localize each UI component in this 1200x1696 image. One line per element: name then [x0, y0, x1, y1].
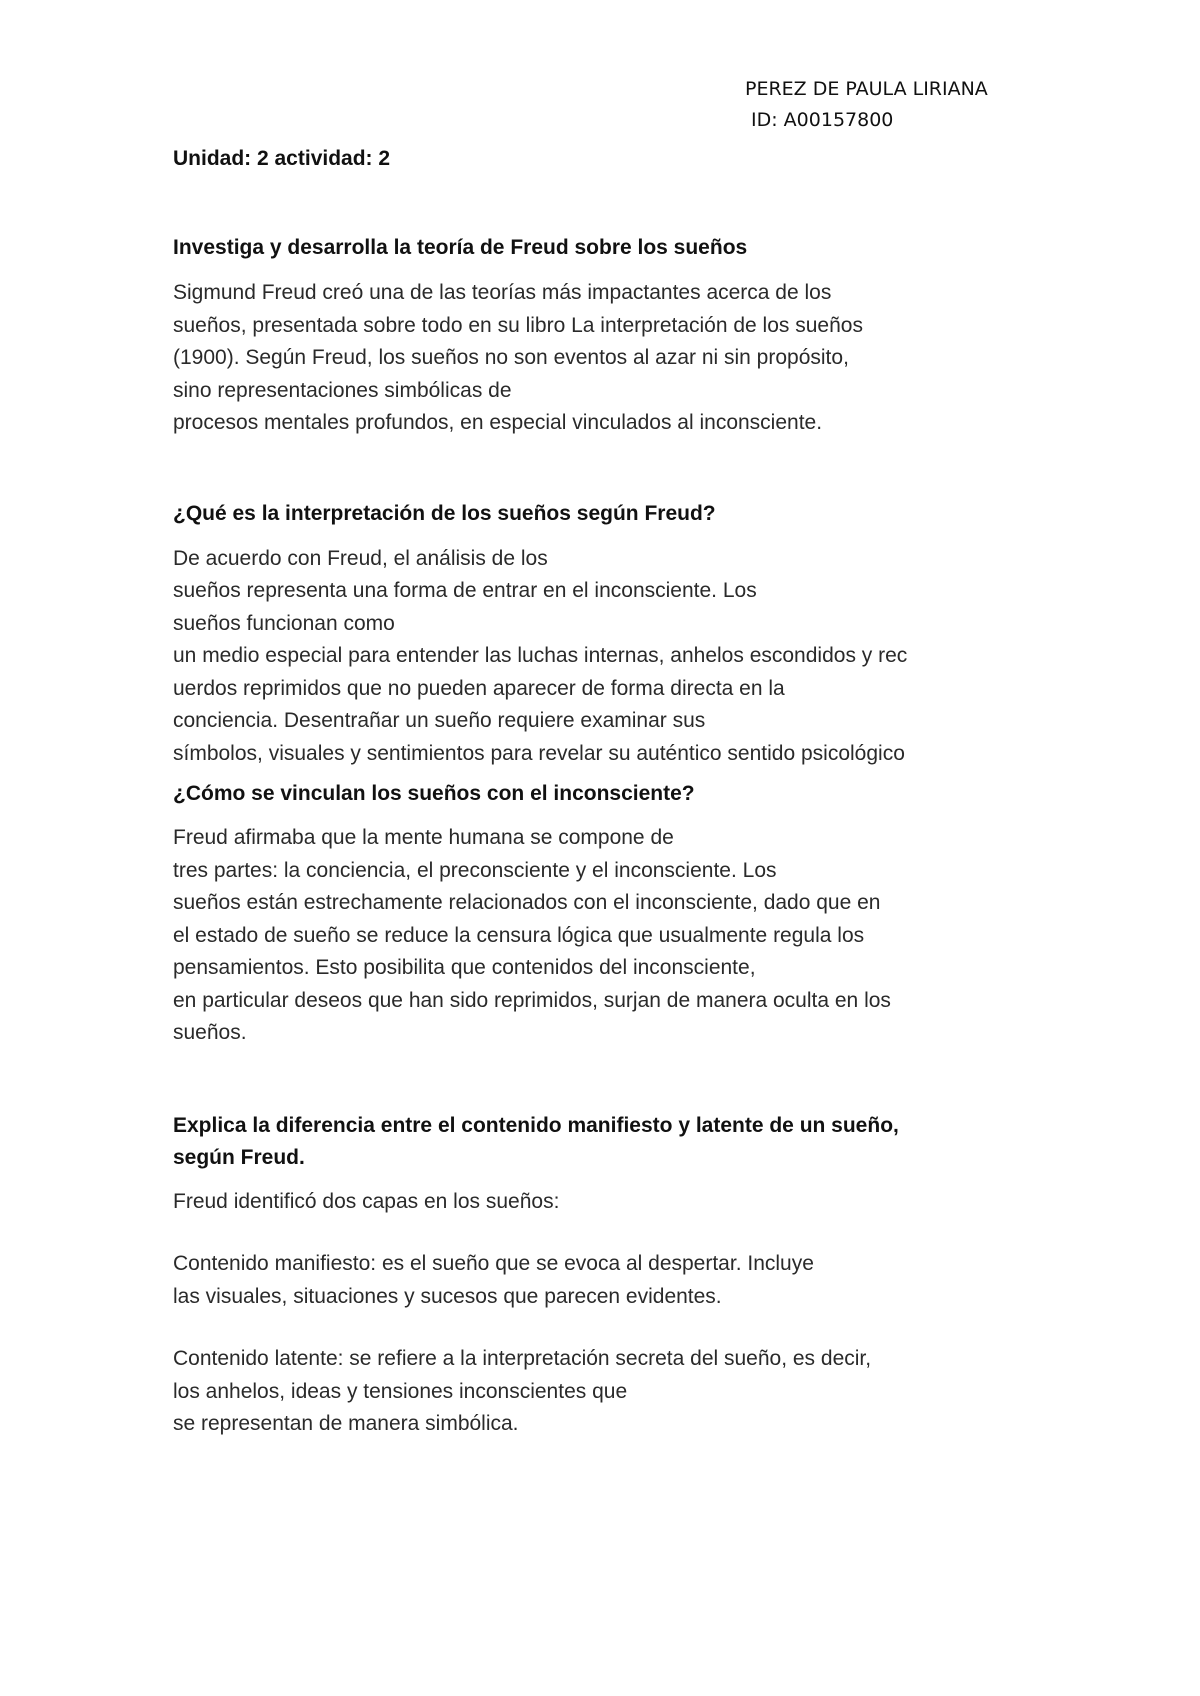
section-heading: Investiga y desarrolla la teoría de Freud sobre los sueños — [173, 236, 748, 259]
paragraph: Contenido manifiesto: es el sueño que se evoca al despertar. Incluye las visuales, situaciones y sucesos que parecen evidentes. — [173, 1252, 814, 1308]
paragraph: Freud afirmaba que la mente humana se compone de tres partes: la conciencia, el preconsciente y el inconsciente. Los sueños están estrechamente relacionados con el inconsciente, dado que en el estado de sueño se reduce la censura lógica que usualmente regula los pensamientos. Esto posibilita que contenidos del inconsciente, en particular deseos que han sido reprimidos, surjan de manera oculta en los sueños. — [173, 826, 891, 1044]
section — [173, 232, 1073, 440]
section-heading: Explica la diferencia entre el contenido manifiesto y latente de un sueño, según Freud. — [173, 1113, 899, 1169]
author-header — [745, 74, 988, 136]
document-body — [173, 143, 1073, 1441]
section-heading: ¿Cómo se vinculan los sueños con el inconsciente? — [173, 782, 695, 805]
section — [173, 778, 1073, 1050]
section-heading: ¿Qué es la interpretación de los sueños según Freud? — [173, 501, 716, 525]
unit-title: Unidad: 2 actividad: 2 — [173, 147, 391, 170]
paragraph: Contenido latente: se refiere a la interpretación secreta del sueño, es decir, los anhelos, ideas y tensiones inconscientes que se representan de manera simbólica. — [173, 1347, 872, 1435]
section — [173, 498, 1073, 771]
section — [173, 1110, 1073, 1441]
paragraph: De acuerdo con Freud, el análisis de los sueños representa una forma de entrar en el inconsciente. Los sueños funcionan como un medio especial para entender las luchas internas, anhelos escondidos y rec uerdos reprimidos que no pueden aparecer de forma directa en la conciencia. Desentrañar un sueño requiere examinar sus símbolos, visuales y sentimientos para revelar su auténtico sentido psicológico — [173, 546, 908, 765]
author-name: PEREZ DE PAULA LIRIANA — [745, 78, 988, 100]
paragraph: Freud identificó dos capas en los sueños: — [173, 1189, 560, 1213]
paragraph: Sigmund Freud creó una de las teorías más impactantes acerca de los sueños, presentada sobre todo en su libro La interpretación de los sueños (1900). Según Freud, los sueños no son eventos al azar ni sin propósito, sino representaciones simbólicas de procesos mentales profundos, en especial vinculados al inconsciente. — [173, 281, 863, 434]
student-id: ID: A00157800 — [751, 109, 894, 131]
